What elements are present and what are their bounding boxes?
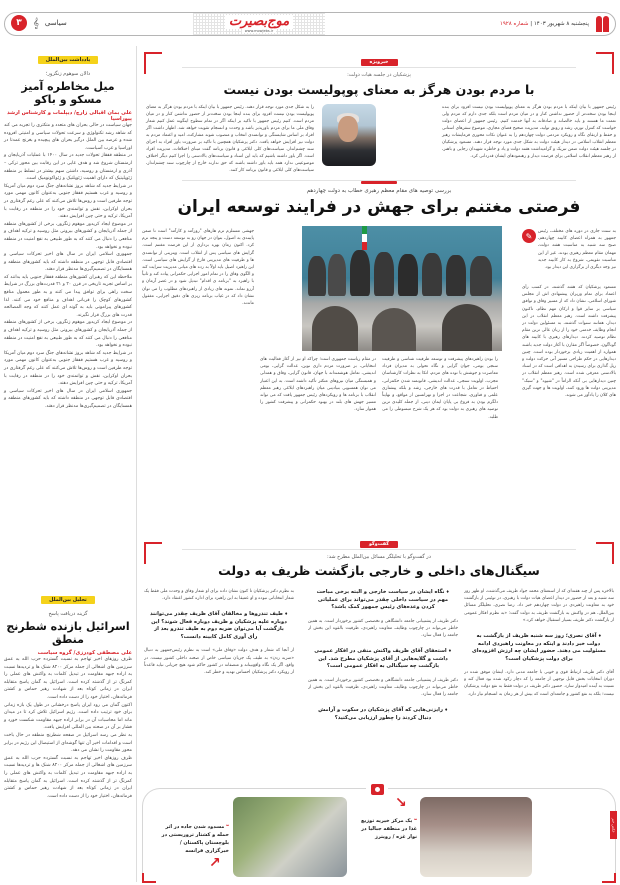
arrow-down-right-icon: ↘ — [395, 795, 407, 811]
divider — [182, 549, 576, 550]
side-tab: عکس خبر — [610, 811, 617, 839]
photo-caption: ❝ مسدود شدن جاده در اثر حمله و کشتار تروریستی در بلوچستان پاکستان / خبرگزاری فرانسه — [161, 824, 229, 854]
article-title[interactable]: اسرائیل بازنده شطرنج منطق — [6, 620, 130, 646]
page-section-block — [11, 15, 67, 31]
opinion-article-moscow-baku — [4, 46, 132, 411]
article-top-populism — [142, 46, 616, 178]
article-interview-zarif — [142, 530, 616, 721]
article-kicker: دالان سوهوم زنگزور؛ — [45, 71, 91, 77]
column-divider — [136, 46, 137, 882]
text-column-2: را بودن راهبردهای پیشرفت و توسعه ظرفیت شناسی و ظرفیت سنجی بومی، جوان گرایی و نگاه تحولی به مدیران فرداد معاصرت و جوشش با توده های مردم، اتکا به نظرات کارشناسان مجرب، اولویت سنجی، عدالت اندیشی، قانونمند شدن حکمرانی، احتیاط در تعامل با قدرت های خارجی، رشد و بلکه پیشتازی علمی و فناوری، شجاعت در اجرا و تهرانسین از مواقع، و نهایتاً دلگرم بودن به فروغ بی پایان ایمان دینی، از جمله کلیدی ترین توصیه های رهبری به دولت بود که هر یک شرح مبسوطی را می طلبد. — [382, 357, 498, 420]
article-byline: علی مصطفی کودرزی/ گروه سیاست — [37, 650, 132, 656]
interview-question: ♦ رایزنی‌هایی که آقای پزشکیان در سکوت و آرامش دنبال کردند را چطور ارزیابی می‌کنید؟ — [314, 706, 452, 722]
text-column-right: رئیس جمهور با بیان اینکه با مردم بودن هرگز به معنای پوپولیست بودن نیست افزود برای بنده اینجا بودن سخت‌تر از حضور نداشتن کنار و در میان مردم است بلکه جدی دارم که مردم ولی نعمت ما هستند و باید خالصانه و صادقانه به آنها خدمت کنیم. رئیس جمهور از اعضای دولت خواست که کنترل تورم، رشد و رونق تولید، مدیریت صحیح فضای مجازی، موضوع سفرهای استانی و حفظ و ارتقای نگاه و رویکرد مردمی دولت چهاردهم را به عنوان نکات محوری فرمایشات رهبر معظم انقلاب اسلامی در دیدار هیئت دولت به شکل جدی مورد توجه قرار دهند. مسعود پزشکیان در جلسه هیئت دولت ضمن تبریک و گرامیداشت هفته دولت و یاد و خاطره شهیدان رجایی و باهنر، از رهبر معظم انقلاب اسلامی برای فرصت دیدار و رهنمودهای ایشان قدردانی کرد. — [442, 105, 616, 159]
violin-icon: 𝄞 — [33, 17, 39, 29]
article-title[interactable]: با مردم بودن هرگز به معنای پوپولیست بودن نیست — [223, 82, 535, 97]
logo-text: موج‌بصیرت — [225, 15, 293, 29]
masthead — [4, 12, 616, 36]
accent-bar — [361, 181, 397, 184]
president-photo[interactable] — [322, 104, 376, 166]
section-tag: تحلیل بین‌الملل — [41, 596, 95, 604]
article-body: ظرف روزهای اخیر تهاجم به نسبت گسترده حزب الله به عمق سرزمین های اشغالی از جمله مرکز ۸۲۰۰ شنک ها و تردیدها نسبت به اراده جبهه مقاومت در تبدیل کلمات به واکنش های عملی را کمرنگ تر از گذشته کرده است. اسرائیل به گمان پاسخ متقابله ایران در زمانی کوتاه بعد از شهادت رهبر حماس و کشتن فرماندهان، اختیار خود را از دست داده است. اکنون گمان می رود ایران پاسخ درخشانی در طول یک بازه زمانی برای خود ترتیب داده است. رژیم اسرائیل تلاش کرد تا در میدان ماند اما محاسبات آن در برابر اراده جبهه مقاومت شکست خورد و فشار بر آن در صحنه بین المللی افزایش یافت. به نظر می رسد اسرائیل در صفحه شطرنج منطقه در حال باخت است و اقدامات اخیر آن تنها گوشه‌ای از استیصال این رژیم در برابر محور مقاومت را نشان می دهد. ظرف روزهای اخیر تهاجم به نسبت گسترده حزب الله به عمق سرزمین های اشغالی از جمله مرکز ۸۲۰۰ شنک ها و تردیدها نسبت به اراده جبهه مقاومت در تبدیل کلمات به واکنش های عملی را کمرنگ تر از گذشته کرده است. اسرائیل به گمان پاسخ متقابله ایران در زمانی کوتاه بعد از شهادت رهبر حماس و کشتن فرماندهان، اختیار خود را از دست داده است. — [4, 657, 132, 799]
bracket-decoration — [602, 873, 616, 883]
bracket-decoration — [142, 873, 156, 883]
text-column-4: جهشی مستلزم ترم هارهای "روزآمد و کارآمد" است تا ضمن پایبندی به اصول، بتوان در جهان رو به توسعه دست و پنجه نرم کرد. اکنون زمان بهره برداری از این فرصت مغتنم است. گرایش های سیاسی پس از انقلاب است. ویترینی از توانمندی ها و ظرفیت های مدیریتی فارغ از گرایش های سیاسی است. این راهبرد اصیل باید اولاً به رده های میانی مدیریت سرایت کند و الگوی وفاق را در تمام امور اجرایی حکمرانی پیاده کند و ثانیاً با راهبرد به "برنامه ی اقدام" تبدیل شود و در عصر آرمان و آرزو نماند. نمونه های زیادی از راهبردهای مطلوب را می توان نشان داد که در غیاب برنامه ریزی های دقیق اجرایی، مغفول ماندند. — [142, 229, 254, 307]
arrow-up-right-icon: ↗ — [209, 855, 221, 871]
masthead-date-block: پنجشنبه ۸ شهریور ۱۴۰۳ | شماره ۱۹۲۸ — [500, 15, 609, 33]
article-title[interactable]: فرصتی مغتنم برای جهش در فرایند توسعه ایران — [177, 196, 581, 217]
section-name: سیاسی — [44, 19, 67, 27]
article-badge-icon: ✎ — [522, 229, 536, 243]
interview-question: ♦ آقای نصری؛ روز سه شنبه ظریف از بازگشت به دولت خبر دادند و اینکه در معاونت راهبردی ادامه مسئولیت می دهند. حضور ایشان چه ارزش افزوده‌ای برای دولت پزشکیان است؟ — [470, 632, 608, 663]
section-tag: خبرویژه — [361, 59, 398, 66]
leader-meeting-photo[interactable] — [302, 226, 502, 351]
interview-question: ♦ استعفای آقای ظریف واکنش منفی در افکار عمومی داشت و گلایه‌هایی از آقای پزشکیان مطرح شد. این بازگشت چه سیگنالی به افکار عمومی است؟ — [314, 647, 452, 671]
issue-date: پنجشنبه ۸ شهریور ۱۴۰۳ — [533, 21, 589, 27]
interview-column-right: بالاخره پس از چند هفته‌ای که از استعفای محمد جواد ظریف می‌گذشت، او ظهر روز سه شنبه و بعد از حضور در دیدار اعضای هیات دولت با رهبری، در توئیتی از بازگشت خود به معاونت راهبردی در دولت چهاردهم خبر داد. رضا نصری، تحلیلگر مسائل بین‌الملل، هم در واکنش به بازگشت ظریف به دولت گفت: «به نظرم افکار عمومی از بازگشت دکتر ظریف بسیار استقبال خواهد کرد.» ♦ آقای نصری؛ روز سه شنبه ظریف از بازگشت به دولت خبر دادند و اینکه در معاونت راهبردی ادامه مسئولیت می دهند. حضور ایشان چه ارزش افزوده‌ای برای دولت پزشکیان است؟ آقای دکتر ظریف ارتباط قوی و خوبی با جامعه مدنی دارد. ایشان موفق شده در دوران انتخابات بخش قابل توجهی از جامعه را که دچار رکود شده بود فعال کند و نسبت به آینده امیدوار سازد. حضور دکتر ظریف در دولت فقط به نفع دولت پزشکیان نیست؛ بلکه به نفع کشور و جامعه‌ای است که بیش از هر زمان به انسجام نیاز دارد. — [464, 588, 614, 783]
interview-question: ♦ نگاه ایشان در سیاست خارجی و البته برخی مباحث مهم در سیاست داخلی چقدر می‌تواند برای عملیاتی کردن وعده‌های رئیس جمهور کمک باشد؟ — [314, 588, 452, 612]
gaza-food-photo[interactable] — [420, 797, 532, 877]
section-tag: یادداشت بین‌الملل — [38, 56, 98, 64]
left-column — [4, 46, 132, 882]
text-column-1: مسعود پزشکیان که هفته گذشته، در کسب رأی اعتماد برای تمام وزیران پیشنهادی اش از مجلس شورای اسلامی، نشان داد که از مسیر وفاق و توافق سیاسی بر سایر قوا و ارکان مهم نظام، تاکنون پیشرفت داشته است. رهبر معظم انقلاب در این دیدار، همانند سنوات گذشته، به مسئولین دولت در انجام وظایف خدمتی خود را از زبان عالی ترین مقام نظام توصیه کردند. دیدارهای رهبری با کابینه های گوناگون، خصوصاً اگر مقارن با آغاز دولت جدید باشند همواره از اهمیت زیادی برخوردار بوده است. چنین دیدارهایی در حکم طراحی مسیر آتی حرکت دولت و ریل گذاری برای رسیدن به اهدافی است که در اسناد بالادستی معرفی شده است. رهبر معظم انقلاب در چنین دیدارهایی بی آنکه الزاماً در "شیوه" و "سبک" مدیریتی دولت ها ورود کنند، اولویت ها و جهت گیری های کلان را یادآور می شوند. — [522, 285, 616, 399]
article-title[interactable]: میل مخاطره آمیز مسکو و باکو — [21, 80, 115, 106]
article-intro: به سنت جاری در دوره های مختلف، رئیس جمهور به همراه اعضای کابینه چهاردهم، صبح سه شنبه به مناسبت هفته دولت، مهمان مقام معظم رهبری بودند. غیر از این مناسبت تقویمی، شروع به کار کابینه جدید نیز وجه دیگری از برگزاری این دیدار بود. — [538, 229, 616, 271]
bracket-decoration — [144, 542, 162, 564]
article-body — [142, 104, 616, 174]
quote-icon: ❝ — [412, 818, 417, 824]
site-url[interactable]: www.mowjebs.ir — [242, 29, 277, 33]
text-column-left: را به شکل جدی مورد توجه قرار دهند. رئیس جمهور با بیان اینکه با مردم بودن هرگز به معنای پوپولیست بودن نیست افزود برای بنده اینجا بودن سخت‌تر از حضور نداشتن کنار و در میان مردم است. کنیم رئیس جمهور با تاکید بر اینکه اگر در تمام سطوح اینگونه عمل کنیم شعار وفاق ملی ما برای مردم باورپذیر باشد و وحدت و انسجام تقویت خواهد شد. اظهار داشت اگر افراد بر اساس شایستگی و توانمندی انتخاب و منصوب شوند مشارکت، امید و اعتماد مردم به دولت نیز افزایش خواهد یافت. دکتر پزشکیان همچنین با تاکید بر ضرورت باور افراد به اجرای سند چشم‌انداز، سیاست‌های کلی ابلاغی و قانون برنامه گفت مبنای اختلافات، مدیریت افراد است. اگر باور داشته باشیم که باید این اسناد و سیاست‌های بالادستی را اجرا کنیم دیگر اختلاف موضوعیتی ندارد همه باید باور داشته باشند که حق ندارند خارج از چارچوب سند چشم‌انداز، سیاست‌های کلی ابلاغی و قانون برنامه کار کنند. — [146, 105, 314, 173]
camera-icon — [366, 779, 388, 799]
newspaper-logo[interactable] — [193, 13, 325, 35]
article-body: جهان سیاست در حالی بحران های متعدد و متکثری را تجربه می کند که شاهد رشد تکنولوژی و سرعت تحولات سیاسی و امنیتی افزوده شده و عرصه بین الملل درگیر بحران های پیچیده و بغرنج عمدتا در اوراسیا و غرب آسیاست. در منطقه قفقاز تحولات جدید در سال ۱۴۰۰ با عملیات آذربایجان و ارمنستان شروع شد و هدف غایی در این رقابت بین محور ترکی – آذری و ارمنستان و روسیه، داشتن سهم بیشتر در تسلط بر منطقه ژئوپلیتیک که دارای اهمیت ژئوپلتیک و ژئواکونومیک است. در شرایط جدید که شاهد بروز نشانه‌های جنگ سرد دوم میان آمریکا و روسیه و غرب هستیم قفقاز جنوبی به‌عنوان کانون مهمی مورد توجه طرفین است و روس‌ها تلاش می‌کنند که علی رغم گرفتاری در بحران اوکراین، نقش و توانمندی خود را در منطقه در رقابت با آمریکا، ترکیه و حتی چین افزایش دهند. در موضوع ایجاد کریدور موهوم زنگزور، برخی از کشورهای منطقه از جمله آذربایجان و کشورهای بیرونی مثل روسیه و ترکیه اهداف و منافعی را دنبال می کنند که به طور طبیعی به نفع امنیت در منطقه نبوده و نخواهد بود. جمهوری اسلامی ایران در سال های اخیر تحرکات سیاسی و اقتصادی قابل توجهی در منطقه داشته که باید کشورهای منطقه و همسایگان در تصمیم‌گیری‌ها مدنظر قرار دهند. ملاحظه این که رهبران کشورهای منطقه قفقاز جنوبی باید بدانند که بر اساس تجربه تاریخی در قرن ۲۰ و ۲۱ قدرت‌های بزرگ در شرایط سخت راهی برای توافق پیدا می کنند و به طور معمول منافع کشورهای کوچک را قربانی اهداف و منافع خود می کنند. لذا کشورهای پیرامونی باید به گونه ای عمل کنند که وجه المصالحه قدرت های بزرگ قرار نگیرند. در موضوع ایجاد کریدور موهوم زنگزور، برخی از کشورهای منطقه از جمله آذربایجان و کشورهای بیرونی مثل روسیه و ترکیه اهداف و منافعی را دنبال می کنند که به طور طبیعی به نفع امنیت در منطقه نبوده و نخواهد بود. در شرایط جدید که شاهد بروز نشانه‌های جنگ سرد دوم میان آمریکا و روسیه و غرب هستیم قفقاز جنوبی به‌عنوان کانون مهمی مورد توجه طرفین است و روس‌ها تلاش می‌کنند که علی رغم گرفتاری در بحران اوکراین، نقش و توانمندی خود را در منطقه در رقابت با آمریکا، ترکیه و حتی چین افزایش دهند. جمهوری اسلامی ایران در سال های اخیر تحرکات سیاسی و اقتصادی قابل توجهی در منطقه داشته که باید کشورهای منطقه و همسایگان در تصمیم‌گیری‌ها مدنظر قرار دهند. — [4, 123, 132, 409]
text-column-3: در مقام ریاست جمهوری است؛ چراکه او نیز از آغاز فعالیت های انتخاباتی، بر ضرورت مردم داری نوین، عدالت گرایی، بومی اندیشی، تعامل هوشمندانه با جهان، قانون گرایی، وفاق و همدلی و همبستگی میان نیروهای متکثر تأکید داشته است. به این اعتبار می توان همسویی بنیادینی میان راهبردهای ابلاغی رهبر معظم انقلاب با برنامه ها و رویکردهای رئیس جمهور یافت که می تواند مسیر جهش های بلند در بهبود حکمرانی و پیشرفت کشور را هموار سازد. — [260, 357, 376, 413]
publisher-logo-icon — [595, 16, 609, 32]
section-tag: گفت‌وگو — [360, 541, 398, 548]
photo-news-section — [142, 788, 616, 882]
article-kicker: پزشکیان در جلسه هیات دولت: — [347, 72, 411, 78]
article-byline: علی بمان اقبالی زارچ/ دیپلمات و کارشناس ارشد پیوراسیا — [6, 110, 132, 122]
bracket-decoration — [596, 542, 614, 564]
page-number-badge: ۳ — [11, 15, 27, 31]
article-title[interactable]: سیگنال‌های داخلی و خارجی بازگشت ظریف به دولت — [218, 563, 540, 578]
interview-column-left: به نظرم دکتر پزشکیان تا کنون نشان داده برای او شعار وفاق و وحدت ملی فقط یک شعار انتخاباتی نبوده و او عمیقا به این راهبرد برای اداره کشور اعتقاد دارد. ♦ طیف تندروها و مخالفان آقای ظریف چقدر می‌توانند دوباره علیه پزشکیان و ظریف دوباره فعال شوند؟ این بازگشت آیا می‌توان ضربه دوم به طیف تندرو بعد از رأی آوری کامل کابینه دانست؟ از آنجا که شعار و هدف دولت «وفاق ملی» است به نظرم رئیس‌جمهور به دنبال «ضربه زدن» به طیف یک جریان سیاسی خاص از صحنه داخلی کشور نیست. در واقع، اگر یک نگاه واقع‌بینانه و منصفانه در کشور حاکم شود هیچ جریانی نباید قاعدتاً از رویکرد دکتر پزشکیان احساس تهدید و خطر کند. — [144, 588, 294, 783]
photo-caption: ❝ یک مرکز خیریه توزیع غذا در منطقه جبالیا در نوار غزه / رویترز — [361, 818, 417, 840]
article-kicker: گزینه دریافت پاسخ — [48, 611, 88, 617]
analysis-article-israel — [4, 586, 132, 800]
divider — [182, 67, 576, 68]
article-kicker: بررسی توصیه های مقام معظم رهبری خطاب به دولت چهاردهم — [306, 187, 452, 194]
issue-number: شماره ۱۹۲۸ — [499, 21, 529, 27]
pakistan-road-photo[interactable] — [233, 797, 347, 877]
interview-column-middle: ♦ نگاه ایشان در سیاست خارجی و البته برخی مباحث مهم در سیاست داخلی چقدر می‌تواند برای عملیاتی کردن وعده‌های رئیس جمهور کمک باشد؟ دکتر ظریف از پشتیبانی جامعه دانشگاهی و تخصصی کشور برخوردار است. به همین خاطر می‌تواند در چارچوب وظایف معاونت راهبردی، ظرفیت بالقوه این بخش از جامعه را فعال سازد. ♦ استعفای آقای ظریف واکنش منفی در افکار عمومی داشت و گلایه‌هایی از آقای پزشکیان مطرح شد. این بازگشت چه سیگنالی به افکار عمومی است؟ دکتر ظریف از پشتیبانی جامعه دانشگاهی و تخصصی کشور برخوردار است. به همین خاطر می‌تواند در چارچوب وظایف معاونت راهبردی، ظرفیت بالقوه این بخش از جامعه را فعال سازد. ♦ رایزنی‌هایی که آقای پزشکیان در سکوت و آرامش دنبال کردند را چطور ارزیابی می‌کنید؟ — [308, 588, 458, 783]
interview-question: ♦ طیف تندروها و مخالفان آقای ظریف چقدر می‌توانند دوباره علیه پزشکیان و ظریف دوباره فعال شوند؟ این بازگشت آیا می‌توان ضربه دوم به طیف تندرو بعد از رأی آوری کامل کابینه دانست؟ — [150, 610, 288, 641]
article-kicker: در گفت‌وگو با تحلیلگر مسائل بین‌الملل مطرح شد: — [327, 554, 431, 560]
quote-icon: ❝ — [224, 824, 229, 830]
